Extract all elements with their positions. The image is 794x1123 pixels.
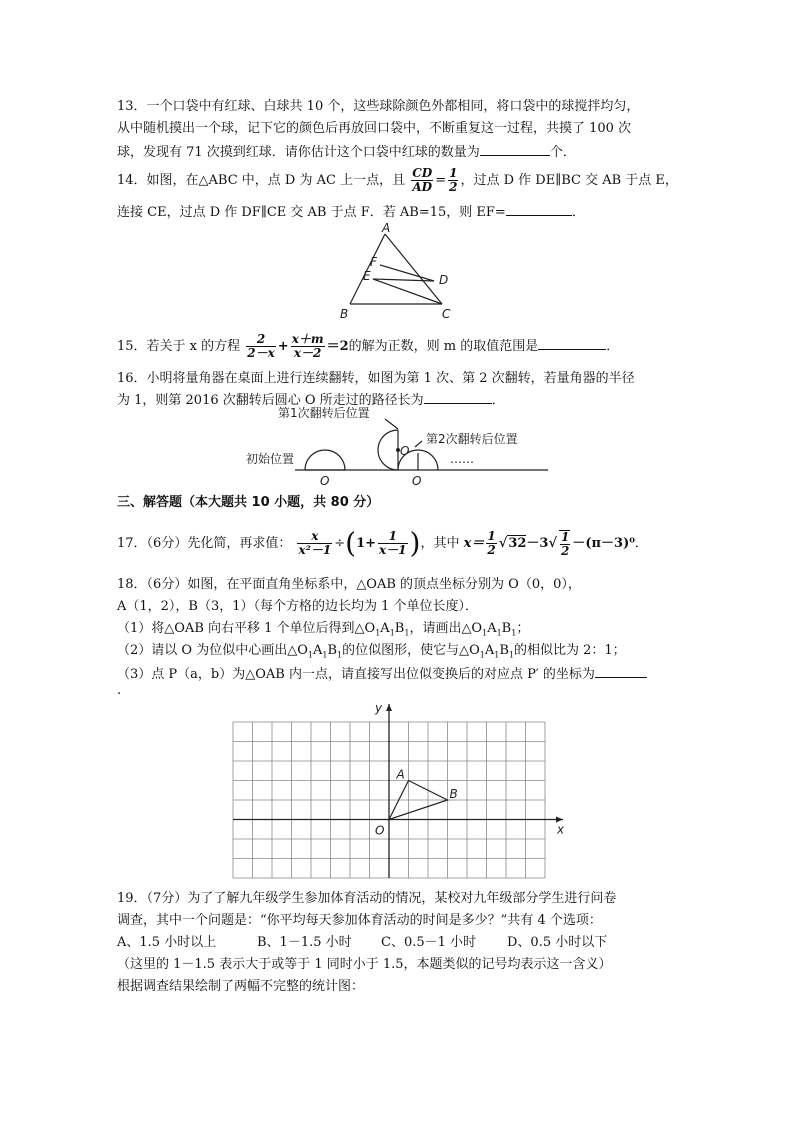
q16-line2-end: ． [491, 393, 505, 408]
q15-line [117, 330, 619, 364]
q17-div: ÷ [334, 536, 346, 551]
q19-line4: （这里的 1－1.5 表示大于或等于 1 同时小于 1.5，本题类似的记号均表示这一含义） [117, 957, 612, 972]
frac-den: AD [412, 180, 433, 194]
q19-option-b: B、1－1.5 小时 [257, 935, 352, 950]
q19-option-d: D、0.5 小时以下 [507, 935, 608, 950]
q19-options [117, 934, 607, 952]
q17-fraction-x [297, 530, 332, 557]
q13-line1: 13．一个口袋中有红球、白球共 10 个，这些球除颜色外都相同，将口袋中的球搅拌均匀， [117, 99, 640, 114]
q16-ellipsis: …… [450, 452, 474, 466]
q18-item2-text: （2）请以 O 为位似中心画出△O [117, 643, 308, 658]
section-3-title: 三、解答题（本大题共 10 小题，共 80 分） [117, 495, 380, 510]
q14-eq: = [435, 173, 447, 188]
q14-label-a: A [382, 222, 391, 235]
q18-item3 [117, 664, 647, 684]
q15-plus: + [277, 339, 289, 354]
q17-end: ． [634, 536, 648, 551]
q15-answer-blank[interactable] [538, 336, 606, 350]
q17-sqrt-sign-2: √ [548, 536, 557, 551]
frac-den: 2－x [247, 346, 275, 360]
q17-sqrt-half [559, 530, 570, 558]
q13-line3 [117, 142, 576, 162]
q18-item1-mid: ，请画出△O [409, 621, 483, 636]
q18-item1: （1）将△OAB 向右平移 1 个单位后得到$\triangle O_1A_1B_1$，请画出$\triangle O_1A_1B_1$； [117, 621, 530, 638]
point-label-a: A [396, 767, 405, 782]
q13-line2: 从中随机摸出一个球，记下它的颜色后再放回口袋中，不断重复这一过程，共摸了 100 次 [117, 121, 632, 136]
q17-one-plus: 1+ [356, 536, 377, 551]
q16-line2-text: 为 1，则第 2016 次翻转后圆心 O 所走过的路径长为 [117, 393, 424, 408]
frac-num: x＋m [291, 332, 324, 346]
q18-item2-mid: 的位似图形，使它与△O [342, 643, 480, 658]
frac-num: 2 [246, 333, 276, 347]
q14-line1 [117, 166, 678, 196]
frac-den: 2 [487, 543, 496, 557]
q14-line2 [117, 202, 585, 222]
q14-answer-blank[interactable] [506, 202, 572, 216]
q14-triangle-figure [330, 222, 465, 322]
q18-line1: 18．（6分）如图，在平面直角坐标系中，△OAB 的顶点坐标分别为 O（0，0）， [117, 577, 581, 592]
q17-fraction-inner [378, 530, 408, 557]
frac-num: 1 [487, 529, 496, 543]
q19-line5: 根据调查结果绘制了两幅不完整的统计图： [117, 979, 365, 994]
q19-option-a: A、1.5 小时以上 [117, 935, 217, 950]
frac-num: 1 [449, 166, 458, 180]
frac-num: 1 [378, 530, 408, 544]
q15-eq: ＝2 [326, 339, 349, 354]
q18-coordinate-grid [228, 700, 573, 885]
q17-tail: －(π－3)⁰ [572, 536, 635, 551]
q17-line [117, 527, 648, 561]
q16-answer-blank[interactable] [424, 390, 492, 404]
q16-center-o-1: O [320, 474, 330, 488]
q16-first-position-label: 第1次翻转后位置 [278, 406, 370, 420]
frac-den: x－1 [379, 543, 407, 557]
q16-center-o-3: O [412, 474, 422, 488]
q17-text-pre: 17．（6分）先化简，再求值： [117, 536, 292, 551]
q18-answer-blank[interactable] [595, 664, 647, 678]
q14-label-e: E [363, 269, 371, 283]
q14-label-f: F [370, 255, 377, 269]
q19-option-c: C、0.5－1 小时 [381, 935, 477, 950]
q14-fraction-cd-ad [411, 167, 433, 194]
q14-label-d: D [439, 273, 449, 287]
q18-line2: A（1，2），B（3，1）（每个方格的边长均为 1 个单位长度）． [117, 599, 479, 614]
q18-item1-text: （1）将△OAB 向右平移 1 个单位后得到△O [117, 621, 376, 636]
q18-item3-dot: . [117, 683, 122, 698]
q16-line1: 16．小明将量角器在桌面上进行连续翻转，如图为第 1 次、第 2 次翻转，若量角器的半径 [117, 371, 635, 386]
q17-minus3: －3 [526, 536, 549, 551]
q15-text-post: 的解为正数，则 m 的取值范围是 [348, 339, 539, 354]
q18-item2-end: 的相似比为 2：1； [513, 643, 626, 658]
q14-line2-text: 连接 CE，过点 D 作 DF∥CE 交 AB 于点 F．若 AB=15，则 EF= [117, 205, 506, 220]
x-axis-label: x [557, 822, 565, 837]
y-axis-arrow [386, 704, 392, 711]
q13-answer-blank[interactable] [480, 142, 550, 156]
q17-half [486, 530, 496, 557]
q18-item3-text: （3）点 P（a，b）为△OAB 内一点，请直接写出位似变换后的对应点 P′ 的坐标为 [117, 667, 595, 682]
q19-line2: 调查，其中一个问题是：“你平均每天参加体育活动的时间是多少？”共有 4 个选项： [117, 913, 602, 928]
frac-num: 1 [561, 529, 570, 544]
q14-fraction-half [448, 167, 458, 194]
frac-den: 2 [449, 180, 458, 194]
q15-end: ． [606, 339, 620, 354]
q13-line3-end: 个． [549, 145, 576, 160]
q16-protractor-figure [240, 405, 550, 490]
q16-center-o-2: O [400, 444, 410, 458]
q18-item2: （2）请以 O 为位似中心画出$\triangle O_1A_1B_1$的位似图形，使它与$\triangle O_1A_1B_1$的相似比为 2：1； [117, 643, 626, 660]
q15-fraction-1 [246, 333, 276, 360]
q14-label-c: C [442, 307, 451, 321]
q18-item1-end: ； [516, 621, 530, 636]
q15-fraction-2 [291, 333, 325, 360]
q17-sqrt32: 32 [508, 536, 527, 551]
q19-line1: 19．（7分）为了了解九年级学生参加体育活动的情况，某校对九年级部分学生进行问卷 [117, 891, 617, 906]
q15-text-pre: 15．若关于 x 的方程 [117, 339, 241, 354]
frac-num: x [297, 530, 332, 544]
q14-text-pre: 14．如图，在△ABC 中，点 D 为 AC 上一点，且 [117, 173, 406, 188]
point-label-b: B [449, 787, 458, 801]
q14-text-post: ，过点 D 作 DE∥BC 交 AB 于点 E， [460, 173, 678, 188]
frac-den: x－2 [293, 346, 322, 360]
origin-label-o: O [375, 823, 385, 838]
q14-label-b: B [340, 307, 349, 321]
frac-num: CD [412, 166, 433, 180]
q17-left-paren: ( [345, 526, 357, 560]
q17-right-paren: ) [409, 526, 421, 560]
frac-den: x²－1 [298, 543, 332, 557]
q14-line2-end: ． [571, 205, 585, 220]
y-axis-label: y [375, 701, 383, 715]
q13-line3-text: 球，发现有 71 次摸到红球．请你估计这个口袋中红球的数量为 [117, 145, 480, 160]
q16-second-position-label: 第2次翻转后位置 [426, 432, 518, 446]
q17-sqrt-sign-1: √ [498, 536, 508, 551]
q17-x-eq: x＝ [463, 536, 485, 551]
q17-mid: ，其中 [420, 536, 460, 551]
frac-den: 2 [561, 543, 570, 558]
q16-initial-position-label: 初始位置 [246, 452, 295, 466]
